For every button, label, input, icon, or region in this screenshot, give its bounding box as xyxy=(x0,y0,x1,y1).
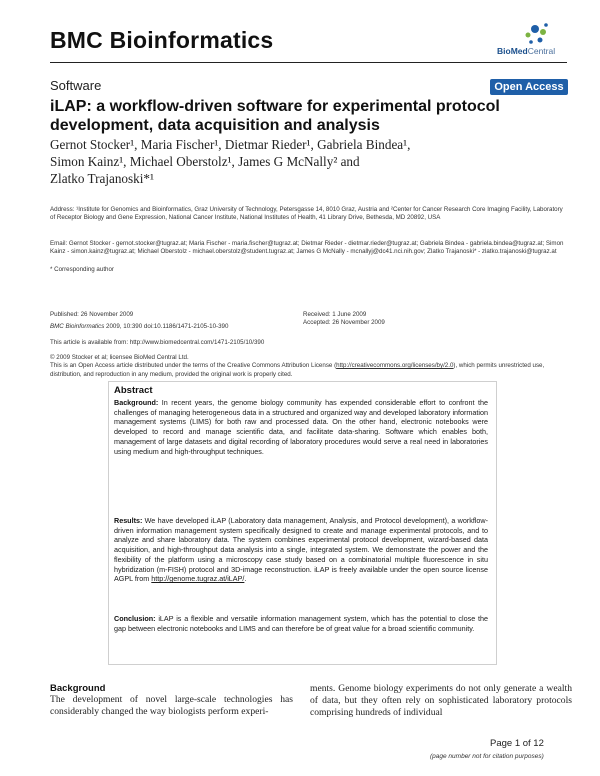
page-number-note: (page number not for citation purposes) xyxy=(430,753,544,760)
section-type: Software xyxy=(50,78,102,93)
citation xyxy=(50,323,320,331)
abstract-results-label: Results: xyxy=(114,516,143,525)
copyright-license xyxy=(50,354,570,379)
abstract-results-text: We have developed iLAP (Laboratory data management, Analysis, and Protocol development), a workflow-driven information management system specifically designed to create and manage experimental protocols, and to analyze and share laboratory data. The system combines experimental protocol development, wizard-based data acquisition, and high-throughput data analysis into a single, integrated system. We demonstrate the power and the flexibility of the platform using a microscopy case study based on a combinatorial multiple fluorescence in situ hybridization (m-FISH) protocol and 3D-image reconstruction. iLAP is freely available under the open source license AGPL from xyxy=(114,516,488,584)
published-date: Published: 26 November 2009 xyxy=(50,311,134,318)
corresponding-note: * Corresponding author xyxy=(50,266,114,273)
abstract-results-end: . xyxy=(244,574,247,584)
abstract-heading: Abstract xyxy=(114,385,153,396)
license-text: This is an Open Access article distributed under the terms of the Creative Commons Attribution License ( xyxy=(50,362,337,370)
publication-info xyxy=(50,311,320,332)
logo-wordmark xyxy=(497,46,555,56)
biomed-logo-icon xyxy=(495,20,575,48)
page-number: Page 1 of 12 xyxy=(490,738,544,749)
accepted-date: Accepted: 26 November 2009 xyxy=(303,319,385,327)
ilap-link[interactable]: http://genome.tugraz.at/iLAP/ xyxy=(151,574,245,584)
abstract-conclusion-text: iLAP is a flexible and versatile information management system, which has the potential to close the gap between electronic notebooks and LIMS and can therefore be of great value for a broad scientific community. xyxy=(114,614,488,633)
citation-journal: BMC Bioinformatics xyxy=(50,323,105,331)
abstract-conclusion-label: Conclusion: xyxy=(114,614,156,623)
author-list xyxy=(50,136,570,187)
authors-line-2: Simon Kainz¹, Michael Oberstolz¹, James G McNally² and xyxy=(50,154,360,169)
open-access-badge: Open Access xyxy=(490,79,568,95)
logo-central: Central xyxy=(527,46,556,56)
license-link[interactable]: http://creativecommons.org/licenses/by/2.0 xyxy=(336,362,454,370)
citation-details: 2009, 10:390 doi:10.1186/1471-2105-10-390 xyxy=(104,323,229,331)
author-address: Address: ¹Institute for Genomics and Bioinformatics, Graz University of Technology, Petersgasse 14, 8010 Graz, Austria and ²Center for Cancer Research Core Imaging Facility, Laboratory of Receptor Biology and Gene Expression, National Cancer Institute, National Institutes of Health, 41 Library Drive, Bethesda, MD 20892, USA xyxy=(50,206,563,222)
abstract-background-text: In recent years, the genome biology community has expended considerable effort to confront the challenges of managing heterogeneous data in a structured and organized way and developed laboratory information management systems (LIMS) for both raw and processed data. On the other hand, electronic notebooks were developed to record and manage scientific data, and facilitate data-sharing. Software which enables both, management of large datasets and digital recording of laboratory procedures would serve a real need in laboratories using medium and high-throughput techniques. xyxy=(114,398,488,456)
header-rule xyxy=(50,62,567,63)
license xyxy=(50,362,570,379)
received-info xyxy=(303,311,503,328)
author-emails: Email: Gernot Stocker - gernot.stocker@tugraz.at; Maria Fischer - maria.fischer@tugraz.at; Dietmar Rieder - dietmar.rieder@tugraz.at; Gabriela Bindea - gabriela.bindea@tugraz.at; Simon Kainz - simon.kainz@tugraz.at; Michael Oberstolz - michael.oberstolz@student.tugraz.at; James G McNally - mcnallyj@dc41.nci.nih.gov; Zlatko Trajanoski* - zlatko.trajanoski@tugraz.at xyxy=(50,240,564,256)
abstract-background-label: Background: xyxy=(114,398,159,407)
article-url[interactable]: This article is available from: http://www.biomedcentral.com/1471-2105/10/390 xyxy=(50,339,265,346)
copyright: © 2009 Stocker et al; licensee BioMed Central Ltd. xyxy=(50,354,189,361)
abstract-conclusion xyxy=(114,614,488,633)
authors-line-3: Zlatko Trajanoski*¹ xyxy=(50,171,154,186)
background-heading: Background xyxy=(50,683,106,694)
authors-line-1: Gernot Stocker¹, Maria Fischer¹, Dietmar Rieder¹, Gabriela Bindea¹, xyxy=(50,137,411,152)
body-right-column: ments. Genome biology experiments do not only generate a wealth of data, but they often rely on sophisticated laboratory protocols comprising hundreds of individual xyxy=(310,683,572,718)
abstract-background xyxy=(114,398,488,456)
body-left-column: The development of novel large-scale technologies has considerably changed the way biologists perform experi- xyxy=(50,694,293,717)
abstract-results xyxy=(114,516,488,584)
received-date: Received: 1 June 2009 xyxy=(303,311,367,318)
journal-title: BMC Bioinformatics xyxy=(50,27,274,53)
biomed-central-logo xyxy=(495,20,575,60)
article-title: iLAP: a workflow-driven software for experimental protocol development, data acquisition and analysis xyxy=(50,98,500,134)
license-text-end: ), which permits unrestricted use, distribution, and reproduction in any medium, provided the original work is properly cited. xyxy=(50,362,545,378)
logo-bio: BioMed xyxy=(497,46,528,56)
